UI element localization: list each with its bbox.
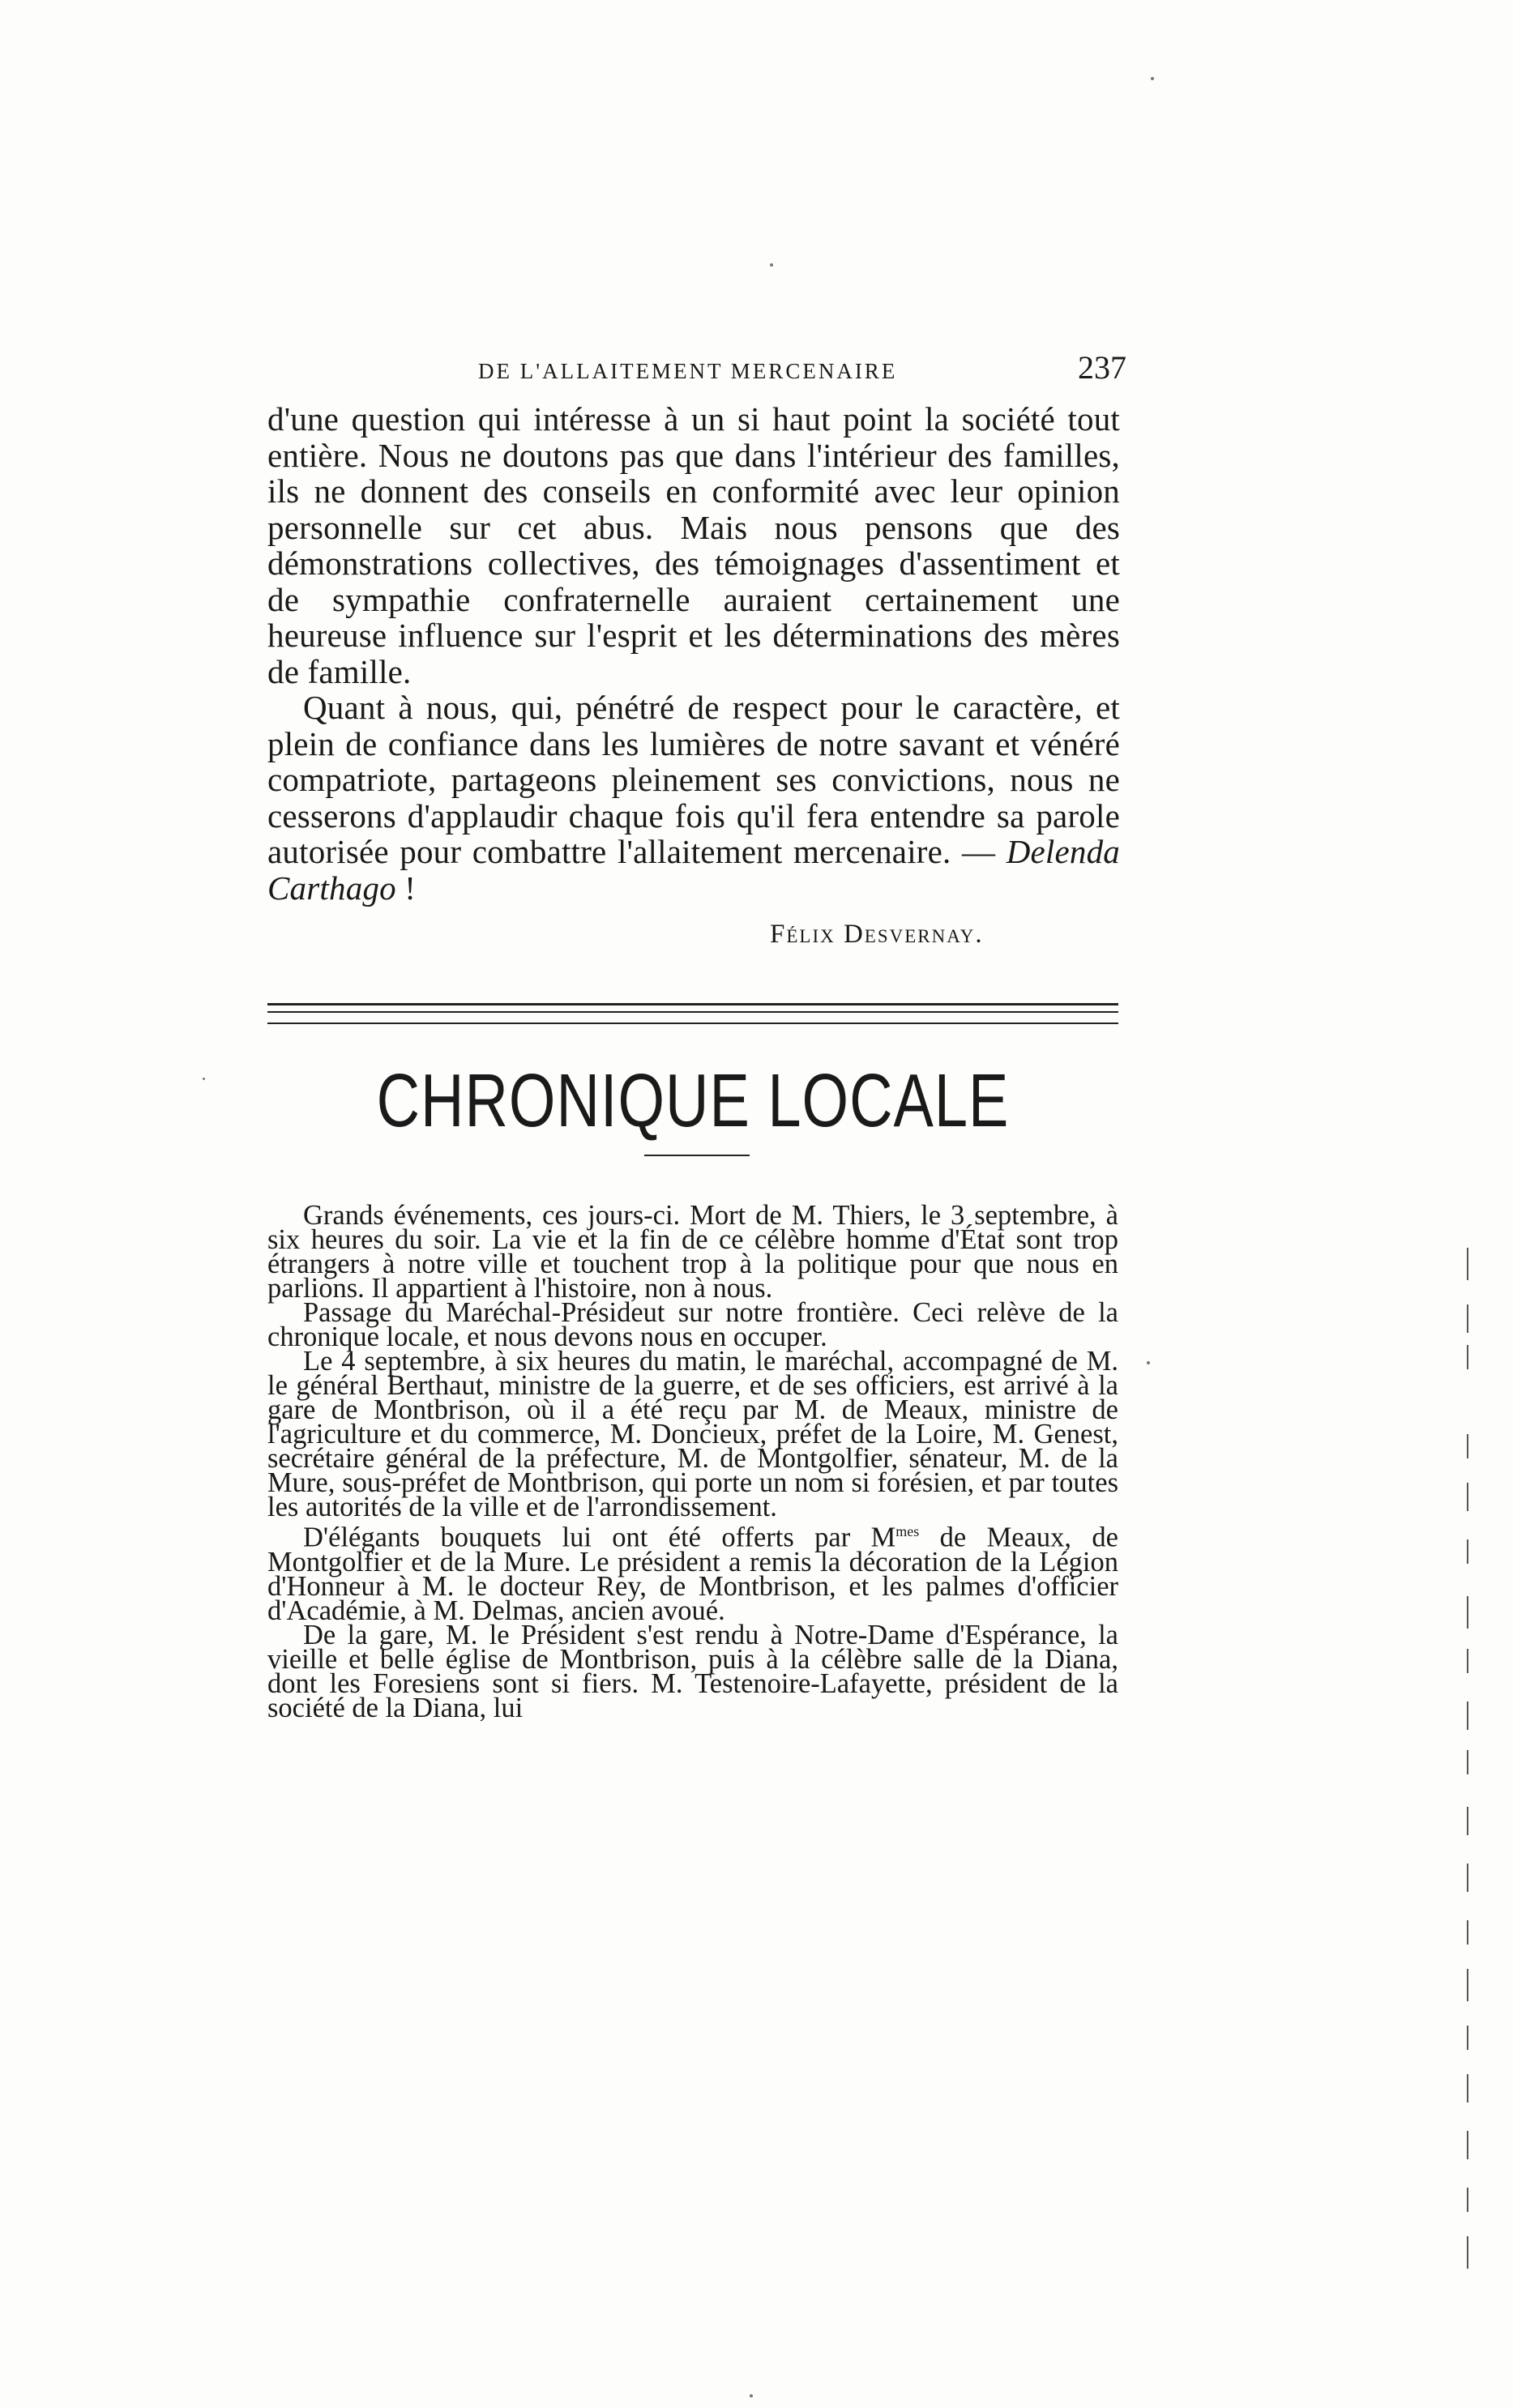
article-paragraph-text: Quant à nous, qui, pénétré de respect pour le caractère, et plein de confiance dans les lumières de notre savant et vénéré compatriote, partageons pleinement ses convictions, nous ne cesserons d'applaudir chaque fois qu'il fera entendre sa parole autorisée pour combattre l'allaitement mercenaire. — [267,689,1120,870]
latin-closing: Delenda Carthago [267,833,1120,907]
closing-mark: ! [395,869,417,907]
chronicle-paragraph: Le 4 septembre, à six heures du matin, le maréchal, accompagné de M. le général Berthaut, ministre de la guerre, et de ses officiers, est arrivé à la gare de Montbrison, où il a été reçu par M. de Meaux, ministre de l'agriculture et du commerce, M. Doncieux, préfet de la Loire, M. Genest, secrétaire général de la préfecture, M. de Montgolfier, sénateur, M. de la Mure, sous-préfet de Montbrison, qui porte un nom si forésien, et par toutes les autorités de la ville et de l'arrondissement. [267,1346,1118,1522]
chronicle-text: de Meaux, de Montgolfier et de la Mure. Le président a remis la décoration de la Légion d'Honneur à M. le docteur Rey, de Montbrison, et les palmes d'officier d'Académie, à M. Delmas, ancien avoué. [267,1522,1118,1626]
chronicle-paragraph: De la gare, M. le Président s'est rendu à Notre-Dame d'Espérance, la vieille et belle église de Montbrison, puis à la célèbre salle de la Diana, dont les Foresiens sont si fiers. M. Testenoire-Lafayette, président de la société de la Diana, lui [267,1619,1118,1723]
section-title: CHRONIQUE LOCALE [376,1058,1010,1142]
chronicle-paragraph: Grands événements, ces jours-ci. Mort de M. Thiers, le 3 septembre, à six heures du soir. La vie et la fin de ce célèbre homme d'État sont trop étrangers à notre ville et touchent trop à la politique pour que nous en parlions. Il appartient à l'histoire, non à nous. [267,1200,1118,1304]
running-title: DE L'ALLAITEMENT MERCENAIRE [478,359,898,383]
page-number: 237 [1078,349,1126,386]
author-signature: Félix Desvernay. [770,920,984,949]
abbreviation-superscript: mes [895,1523,920,1539]
chronicle-text: D'élégants bouquets lui ont été offerts par M [303,1522,896,1553]
chronicle-paragraph: Passage du Maréchal-Présideut sur notre frontière. Ceci relève de la chronique locale, et nous devons nous en occuper. [267,1297,1118,1352]
article-paragraph: d'une question qui intéresse à un si haut point la société tout entière. Nous ne doutons pas que dans l'intérieur des familles, ils ne donnent des conseils en conformité avec leur opinion personnelle sur cet abus. Mais nous pensons que des démonstrations collectives, des témoignages d'assentiment et de sympathie confraternelle auraient certainement une heureuse influence sur l'esprit et les déterminations des mères de famille. [267,400,1120,690]
